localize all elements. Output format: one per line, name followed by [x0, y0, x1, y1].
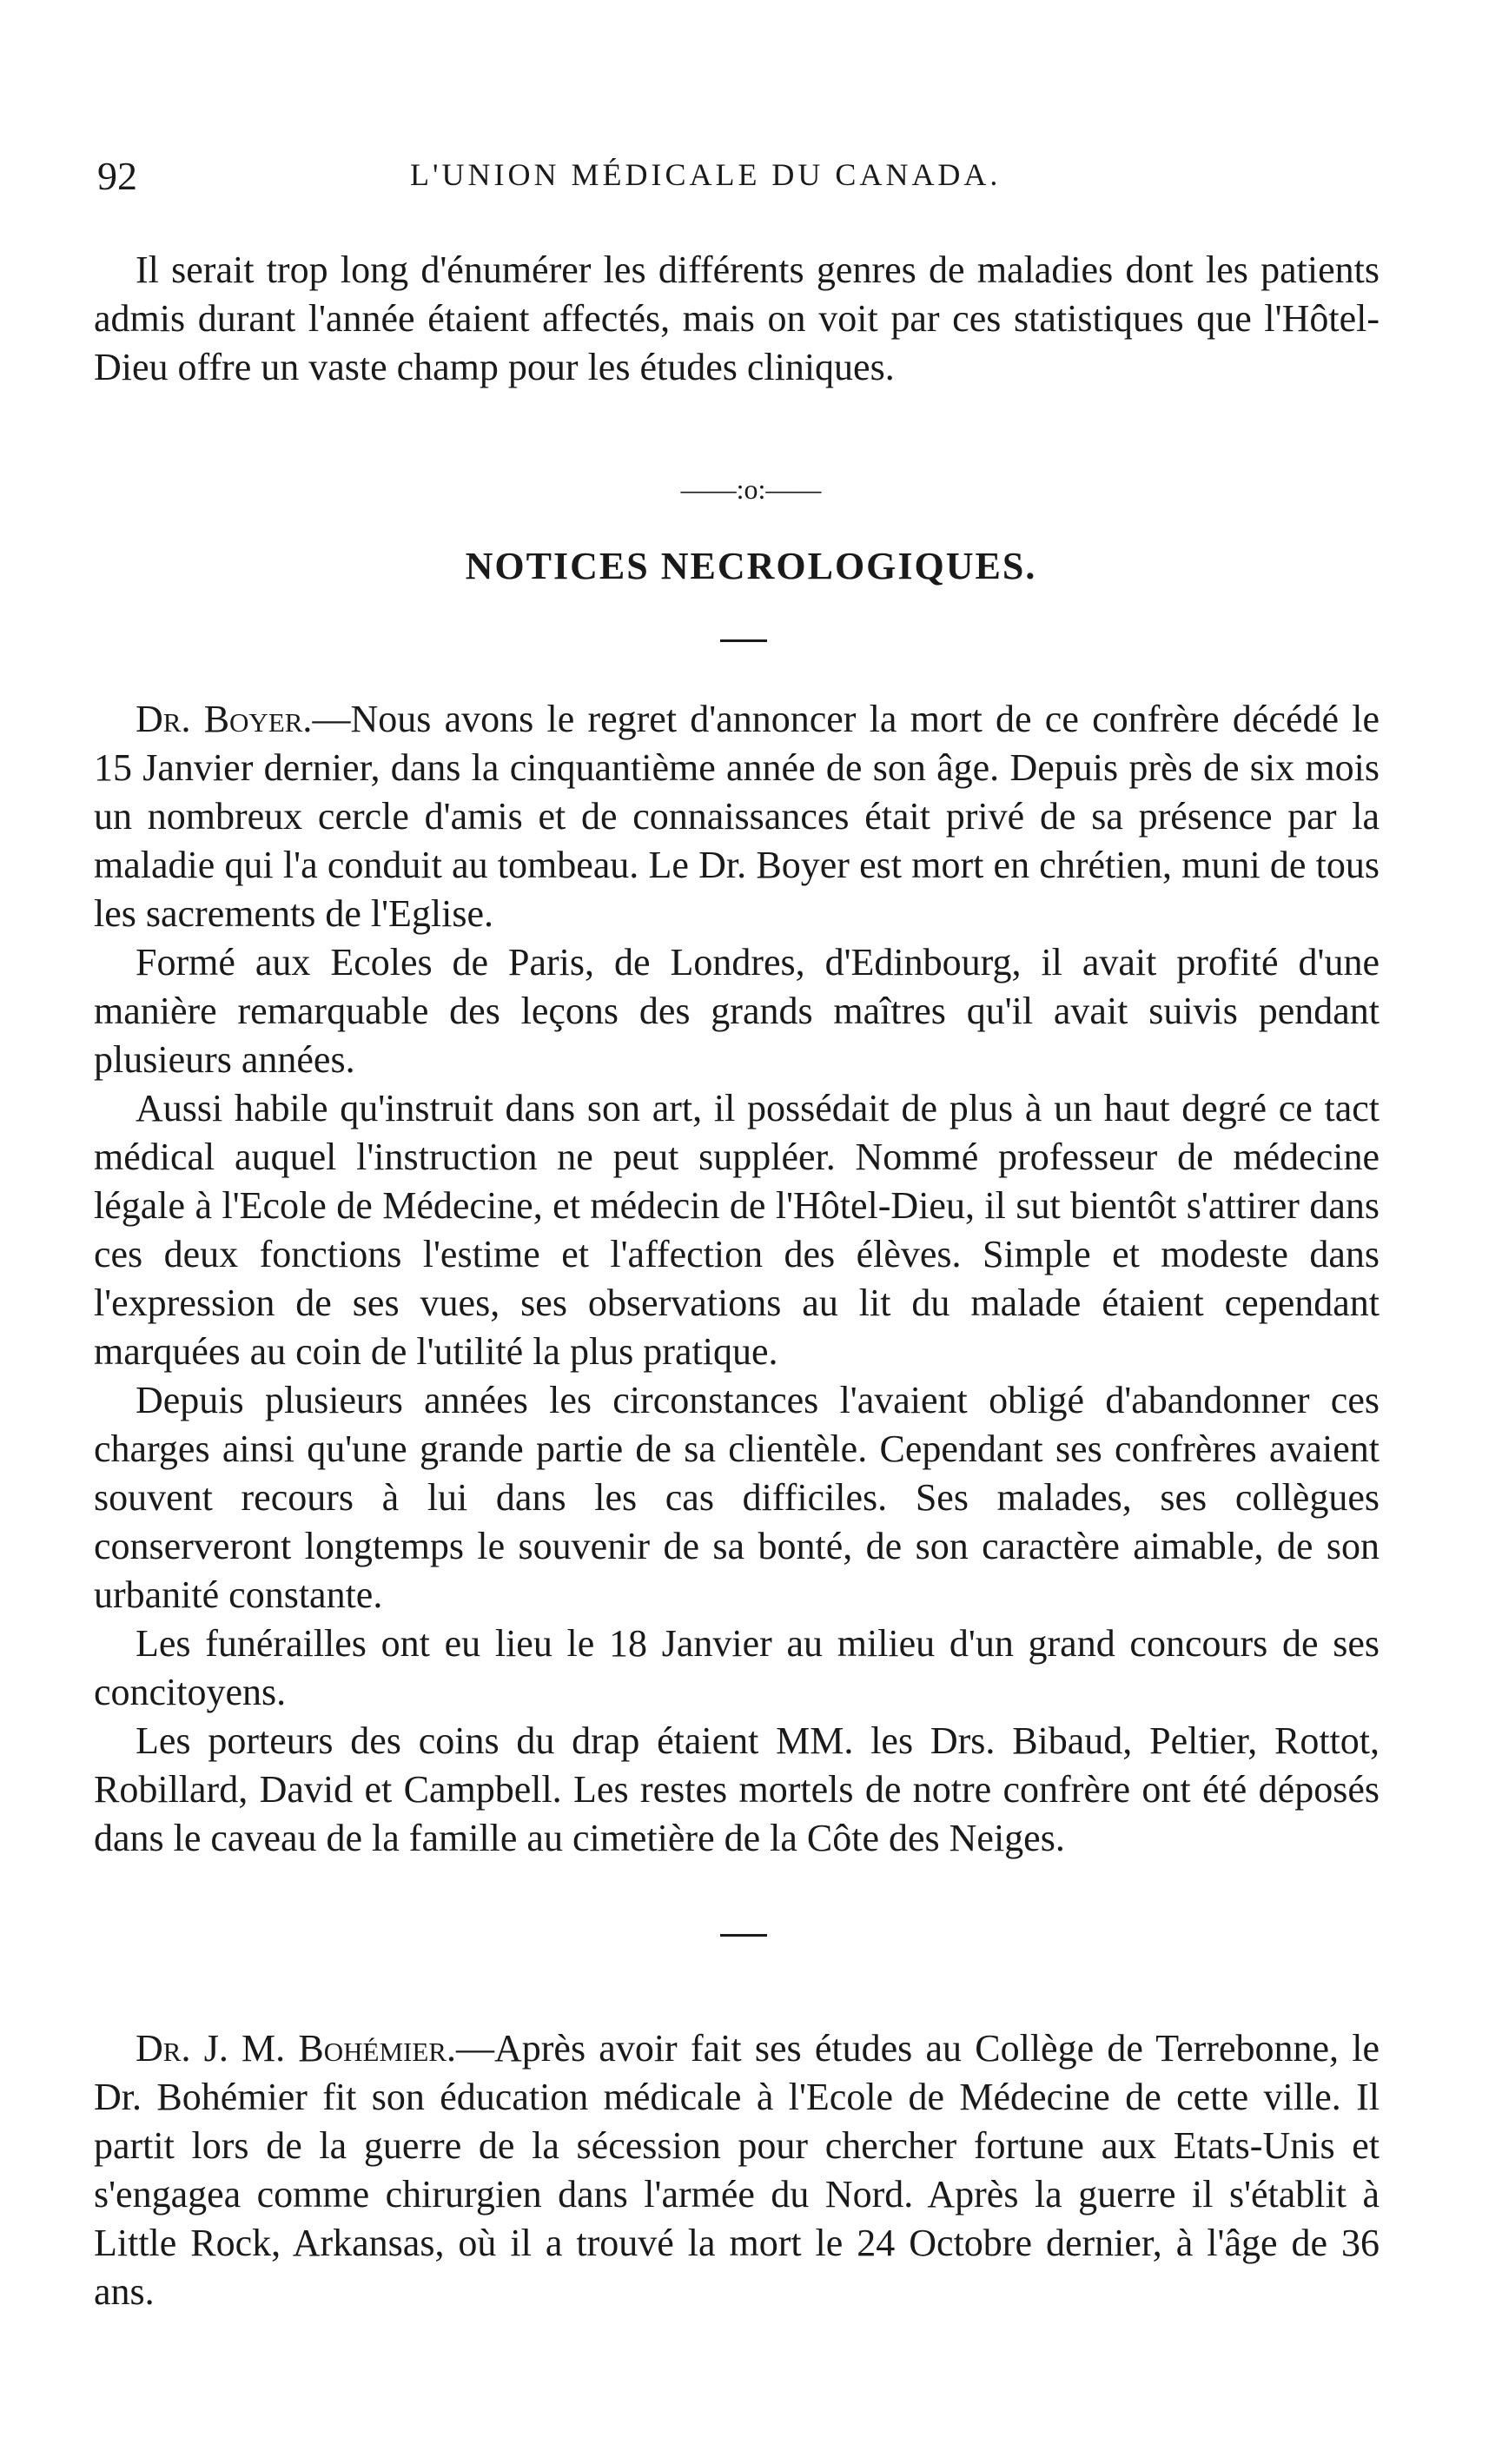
obituary-paragraph: Aussi habile qu'instruit dans son art, il possédait de plus à un haut degré ce tact médical auquel l'instruction ne peut suppléer. Nommé professeur de médecine légale à l'Ecole de Médecine, et médecin de l'Hôtel-Dieu, il sut bientôt s'attirer dans ces deux fonctions l'estime et l'affection des élèves. Simple et modeste dans l'expression de ses vues, ses observations au lit du malade étaient cependant marquées au coin de l'utilité la plus pratique.	[94, 1087, 1380, 1373]
obituary-paragraph: Depuis plusieurs années les circonstances l'avaient obligé d'abandonner ces charges ainsi qu'une grande partie de sa clientèle. Cependant ses confrères avaient souvent recours à lui dans les cas difficiles. Ses malades, ses collègues conserveront longtemps le souvenir de sa bonté, de son caractère aimable, de son urbanité constante.	[94, 1379, 1380, 1616]
section-rule	[720, 639, 767, 642]
obituary-separator-rule	[720, 1934, 767, 1937]
obituary-paragraph	[94, 2024, 1380, 2316]
page-number: 92	[97, 154, 137, 198]
obituary-heading: Dr. Boyer.	[136, 698, 313, 740]
obituary-boyer	[94, 695, 1380, 1863]
obituary-paragraph	[94, 695, 1380, 938]
divider-ornament: ——:o:——	[680, 474, 822, 505]
section-title: NOTICES NECROLOGIQUES.	[465, 545, 1037, 587]
intro-paragraph: Il serait trop long d'énumérer les différents genres de maladies dont les patients admis durant l'année étaient affectés, mais on voit par ces statistiques que l'Hôtel-Dieu offre un vaste champ pour les études cliniques.	[94, 248, 1380, 388]
obituary-paragraph: Formé aux Ecoles de Paris, de Londres, d'Edinbourg, il avait profité d'une manière remarquable des leçons des grands maîtres qu'il avait suivis pendant plusieurs années.	[94, 941, 1380, 1081]
obituary-heading: Dr. J. M. Bohémier.	[136, 2027, 456, 2070]
obituary-paragraph: Les porteurs des coins du drap étaient MM. les Drs. Bibaud, Peltier, Rottot, Robillard, David et Campbell. Les restes mortels de notre confrère ont été déposés dans le caveau de la famille au cimetière de la Côte des Neiges.	[94, 1719, 1380, 1859]
obituary-paragraph-text: —Nous avons le regret d'annoncer la mort de ce confrère décédé le 15 Janvier dernier, dans la cinquantième année de son âge. Depuis près de six mois un nombreux cercle d'amis et de connaissances était privé de sa présence par la maladie qui l'a conduit au tombeau. Le Dr. Boyer est mort en chrétien, muni de tous les sacrements de l'Eglise.	[94, 698, 1380, 935]
obituary-bohemier	[94, 2024, 1380, 2316]
running-head: L'UNION MÉDICALE DU CANADA.	[410, 157, 1002, 192]
intro-paragraph-block	[94, 246, 1380, 392]
obituary-paragraph: Les funérailles ont eu lieu le 18 Janvier au milieu d'un grand concours de ses concitoyens.	[94, 1622, 1380, 1713]
page-header	[97, 153, 1383, 205]
obituary-paragraph-text: —Après avoir fait ses études au Collège de Terrebonne, le Dr. Bohémier fit son éducation médicale à l'Ecole de Médecine de cette ville. Il partit lors de la guerre de la sécession pour chercher fortune aux Etats-Unis et s'engagea comme chirurgien dans l'armée du Nord. Après la guerre il s'établit à Little Rock, Arkansas, où il a trouvé la mort le 24 Octobre dernier, à l'âge de 36 ans.	[94, 2027, 1380, 2313]
